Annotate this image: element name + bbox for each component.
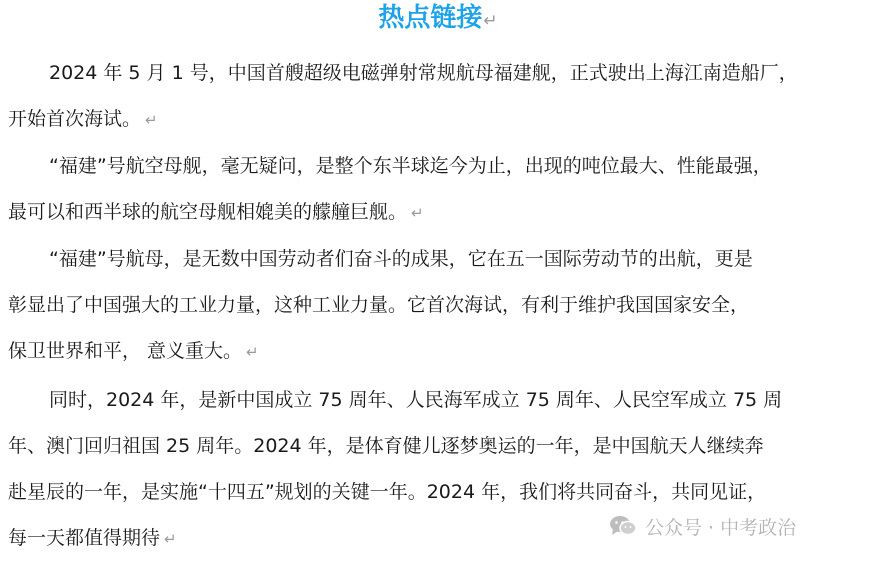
paragraph-line: 赴星辰的一年，是实施“十四五”规划的关键一年。2024 年，我们将共同奋斗，共同见证， [8,481,767,503]
paragraph-line: “福建”号航母，是无数中国劳动者们奋斗的成果，它在五一国际劳动节的出航，更是 [49,248,753,270]
paragraph-mark-icon: ↵ [483,11,498,31]
paragraph-mark-icon: ↵ [246,343,259,361]
paragraph-line: 保卫世界和平， 意义重大。 ↵ [8,340,259,362]
paragraph-line: 同时，2024 年，是新中国成立 75 周年、人民海军成立 75 周年、人民空军成立 75 周 [49,389,783,411]
paragraph-line: 最可以和西半球的航空母舰相媲美的艨艟巨舰。 ↵ [8,201,424,223]
watermark-text: 公众号 · 中考政治 [645,516,797,539]
paragraph-line: 彰显出了中国强大的工业力量，这种工业力量。它首次海试，有利于维护我国国家安全， [8,294,750,316]
paragraph-2 [8,143,858,236]
paragraph-line: 每一天都值得期待 ↵ [8,527,177,549]
page-title [0,1,876,38]
paragraph-mark-icon: ↵ [145,111,158,129]
watermark [609,510,796,542]
title-text: 热点链接 [378,3,483,33]
paragraph-line: “福建”号航空母舰，毫无疑问，是整个东半球迄今为止，出现的吨位最大、性能最强， [49,155,772,177]
wechat-icon [609,515,637,537]
paragraph-3 [8,236,858,375]
paragraph-line: 年、澳门回归祖国 25 周年。2024 年，是体育健儿逐梦奥运的一年，是中国航天人继续奔 [8,435,764,457]
paragraph-line: 2024 年 5 月 1 号，中国首艘超级电磁弹射常规航母福建舰，正式驶出上海江南造船厂， [49,62,798,84]
paragraph-line: 开始首次海试。 ↵ [8,108,158,130]
paragraph-1 [8,50,858,143]
paragraph-mark-icon: ↵ [164,530,177,548]
paragraph-mark-icon: ↵ [411,204,424,222]
